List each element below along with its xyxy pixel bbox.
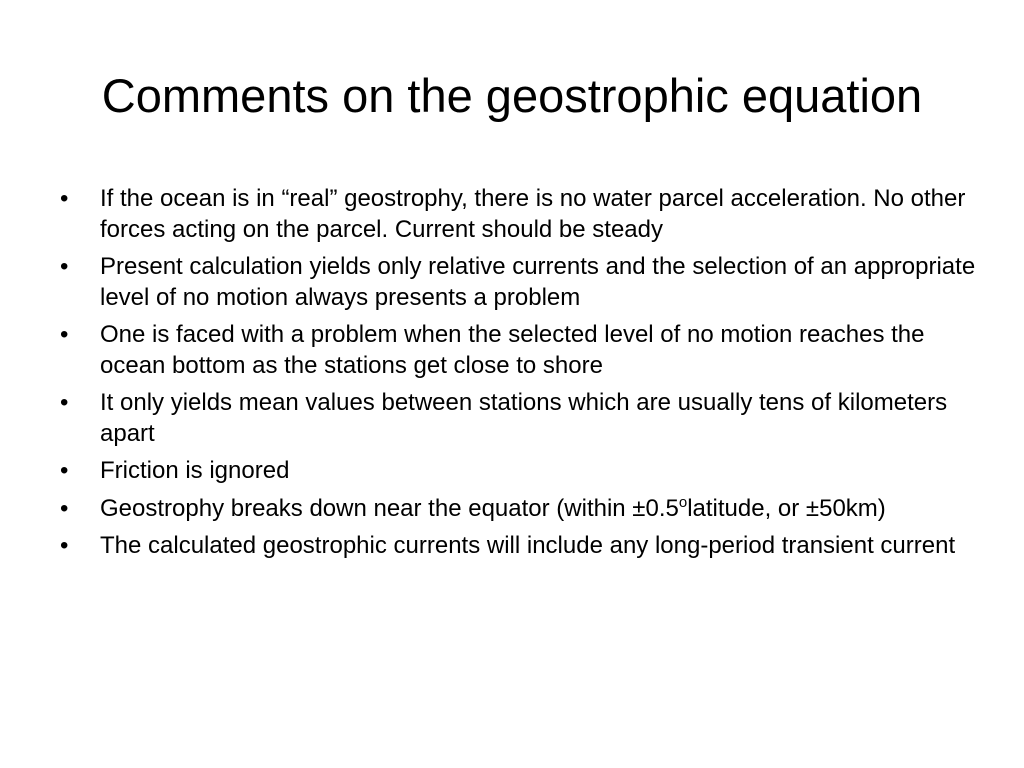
bullet-text: The calculated geostrophic currents will include any long-period transient current [100, 532, 956, 559]
bullet-dot-icon: • [60, 253, 69, 280]
bullet-dot-icon: • [60, 532, 69, 559]
bullet-list [60, 184, 980, 569]
bullet-text-part: latitude, or ±50km) [687, 494, 886, 522]
bullet-text: It only yields mean values between stations which are usually tens of kilometers apart [100, 389, 948, 447]
bullet-item [60, 184, 980, 245]
bullet-item [60, 456, 980, 487]
bullet-dot-icon: • [60, 185, 69, 212]
bullet-dot-icon: • [60, 457, 69, 484]
bullet-item [60, 252, 980, 313]
bullet-dot-icon: • [60, 494, 69, 522]
bullet-item [60, 494, 980, 525]
bullet-item [60, 320, 980, 381]
degree-superscript: o [678, 493, 688, 511]
bullet-text: Friction is ignored [100, 457, 290, 484]
bullet-text: One is faced with a problem when the selected level of no motion reaches the ocean bottom as the stations get close to shore [100, 321, 925, 379]
bullet-text: Present calculation yields only relative currents and the selection of an appropriate level of no motion always presents a problem [100, 253, 976, 311]
bullet-item [60, 531, 980, 562]
bullet-text-part: Geostrophy breaks down near the equator (within ±0.5 [100, 494, 679, 522]
bullet-text: If the ocean is in “real” geostrophy, there is no water parcel acceleration. No other forces acting on the parcel. Current should be steady [100, 185, 966, 243]
bullet-text [100, 495, 886, 522]
slide-title: Comments on the geostrophic equation [101, 69, 923, 122]
bullet-dot-icon: • [60, 321, 69, 348]
bullet-item [60, 388, 980, 449]
bullet-dot-icon: • [60, 389, 69, 416]
